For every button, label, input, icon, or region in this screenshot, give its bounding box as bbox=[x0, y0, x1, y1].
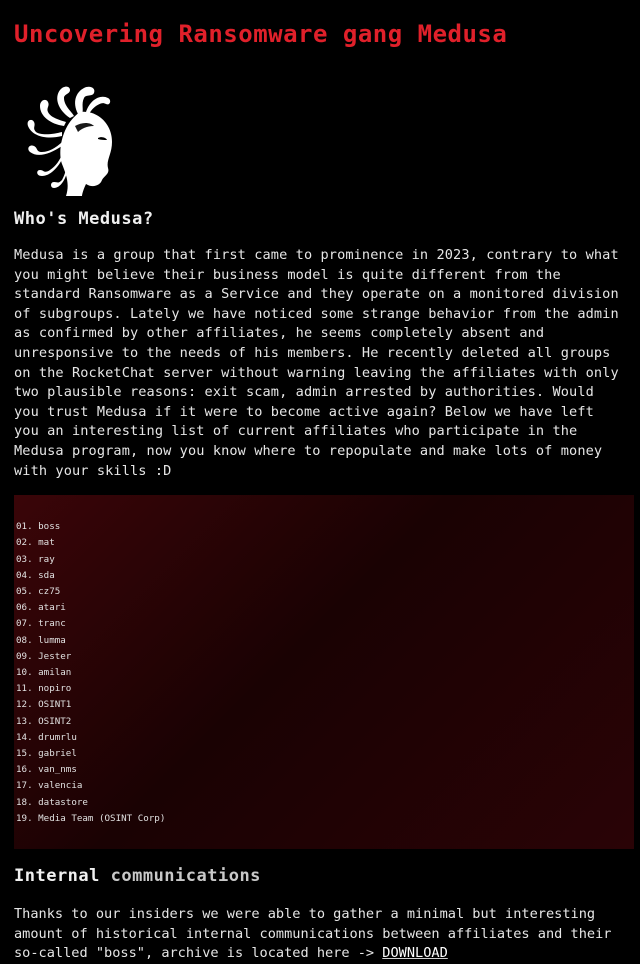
comms-heading bbox=[14, 863, 626, 889]
affiliate-item: 09. Jester bbox=[16, 650, 72, 662]
affiliate-item: 08. lumma bbox=[16, 634, 66, 646]
affiliate-item: 12. OSINT1 bbox=[16, 699, 72, 711]
download-link[interactable]: DOWNLOAD bbox=[382, 945, 448, 962]
page-title: Uncovering Ransomware gang Medusa bbox=[14, 20, 508, 48]
about-paragraph: Medusa is a group that first came to prominence in 2023, contrary to what you might believe their business model is quite different from the standard Ransomware as a Service and they operate on a monitored division of subgroups. Lately we have noticed some strange behavior from the admin as confirmed by other affiliates, he seems completely absent and unresponsive to the needs of his members. He recently deleted all groups on the RocketChat server without warning leaving the affiliates with only two plausible reasons: exit scam, admin arrested by authorities. Would you trust Medusa if it were to become active again? Below we have left you an interesting list of current affiliates who participate in the Medusa program, now you know where to repopulate and make lots of money with your skills :D bbox=[14, 247, 619, 479]
affiliate-item: 16. van_nms bbox=[16, 764, 77, 776]
comms-heading-part1: Internal bbox=[14, 866, 100, 887]
comms-text: Thanks to our insiders we were able to gather a minimal but interesting amount of historical internal communications between affiliates and their so-called "boss", archive is located here -> bbox=[14, 906, 612, 962]
affiliate-item: 14. drumrlu bbox=[16, 731, 77, 743]
affiliate-item: 03. ray bbox=[16, 553, 55, 565]
affiliates-code-block bbox=[14, 495, 634, 849]
affiliate-item: 15. gabriel bbox=[16, 747, 77, 759]
affiliates-list bbox=[14, 519, 634, 827]
affiliate-item: 19. Media Team (OSINT Corp) bbox=[16, 812, 166, 824]
affiliate-item: 07. tranc bbox=[16, 618, 66, 630]
medusa-logo-icon bbox=[20, 76, 130, 196]
affiliate-item: 02. mat bbox=[16, 537, 55, 549]
affiliate-item: 17. valencia bbox=[16, 780, 83, 792]
affiliate-item: 01. boss bbox=[16, 521, 61, 533]
affiliate-item: 04. sda bbox=[16, 569, 55, 581]
comms-heading-part2: communications bbox=[99, 866, 261, 887]
comms-paragraph bbox=[14, 905, 626, 964]
affiliate-item: 06. atari bbox=[16, 602, 66, 614]
affiliate-item: 10. amilan bbox=[16, 666, 72, 678]
affiliate-item: 11. nopiro bbox=[16, 683, 72, 695]
affiliate-item: 05. cz75 bbox=[16, 585, 61, 597]
about-heading: Who's Medusa? bbox=[14, 209, 154, 229]
affiliate-item: 18. datastore bbox=[16, 796, 88, 808]
affiliate-item: 13. OSINT2 bbox=[16, 715, 72, 727]
